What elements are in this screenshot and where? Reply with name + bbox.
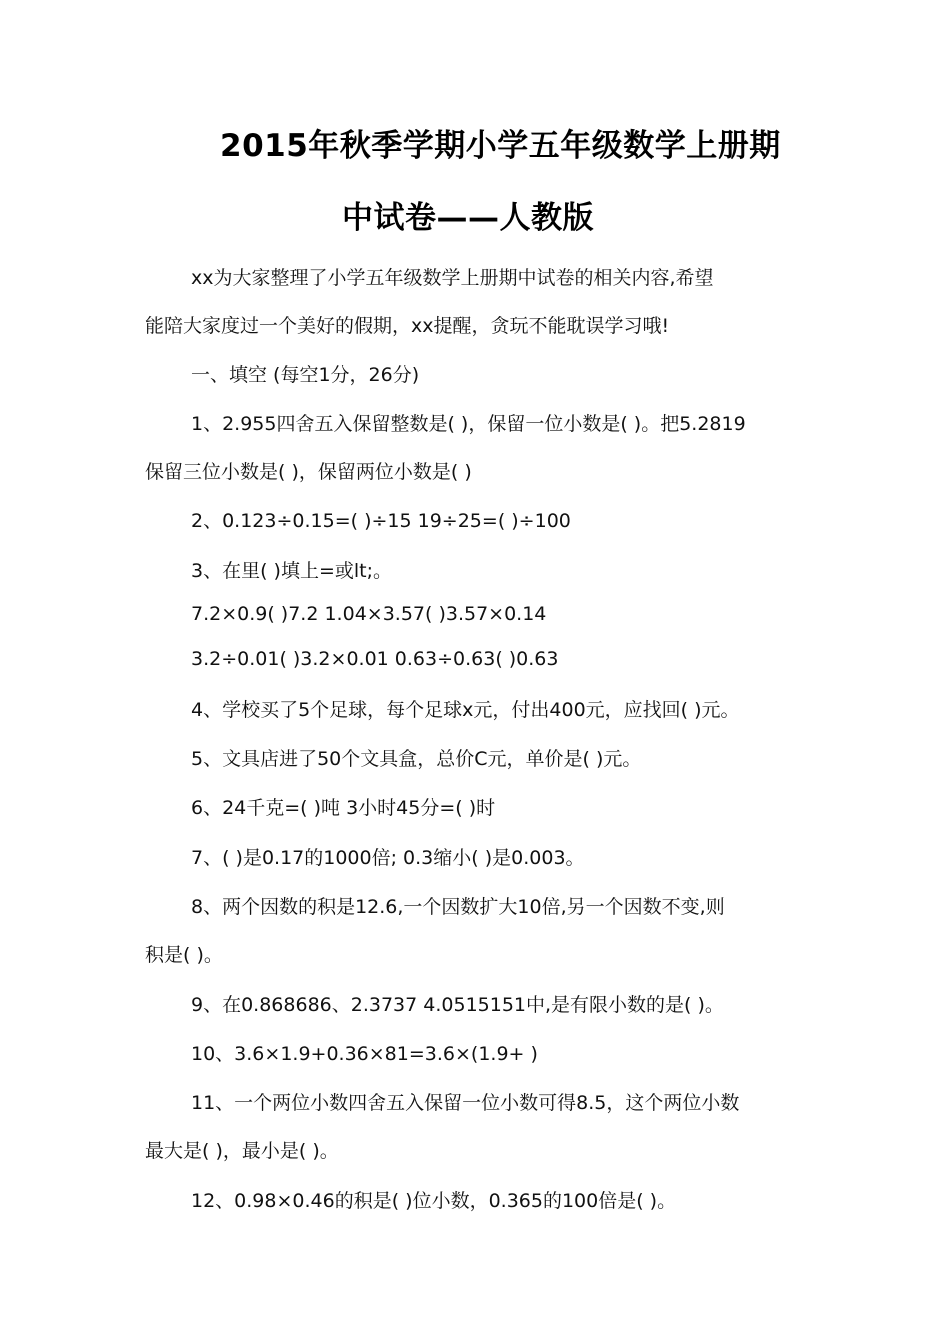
document-title-line-2: 中试卷——人教版 [342,200,594,236]
question-12: 12、0.98×0.46的积是( )位小数，0.365的100倍是( )。 [191,1190,677,1212]
question-9: 9、在0.868686、2.3737 4.0515151中,是有限小数的是( )。 [191,994,724,1016]
question-8-line-2: 积是( )。 [145,944,223,966]
document-title-line-1: 2015年秋季学期小学五年级数学上册期 [220,128,781,164]
question-11-line-2: 最大是( )，最小是( )。 [145,1140,339,1162]
question-7: 7、( )是0.17的1000倍; 0.3缩小( )是0.003。 [191,847,585,869]
question-2: 2、0.123÷0.15=( )÷15 19÷25=( )÷100 [191,510,571,532]
question-4: 4、学校买了5个足球，每个足球x元，付出400元，应找回( )元。 [191,699,740,721]
question-5: 5、文具店进了50个文具盒，总价C元，单价是( )元。 [191,748,642,770]
question-8-line-1: 8、两个因数的积是12.6,一个因数扩大10倍,另一个因数不变,则 [191,896,725,918]
question-3-row-2: 3.2÷0.01( )3.2×0.01 0.63÷0.63( )0.63 [191,648,559,670]
question-1-line-2: 保留三位小数是( )，保留两位小数是( ) [145,461,472,483]
section-heading-fill-in: 一、填空 (每空1分，26分) [191,364,420,386]
question-3: 3、在里( )填上=或lt;。 [191,560,393,582]
question-6: 6、24千克=( )吨 3小时45分=( )时 [191,797,496,819]
intro-line-1: xx为大家整理了小学五年级数学上册期中试卷的相关内容,希望 [191,267,714,289]
question-3-row-1: 7.2×0.9( )7.2 1.04×3.57( )3.57×0.14 [191,603,547,625]
question-11-line-1: 11、一个两位小数四舍五入保留一位小数可得8.5，这个两位小数 [191,1092,740,1114]
question-10: 10、3.6×1.9+0.36×81=3.6×(1.9+ ) [191,1043,538,1065]
question-1-line-1: 1、2.955四舍五入保留整数是( )，保留一位小数是( )。把5.2819 [191,413,746,435]
intro-line-2: 能陪大家度过一个美好的假期，xx提醒，贪玩不能耽误学习哦! [145,315,670,337]
